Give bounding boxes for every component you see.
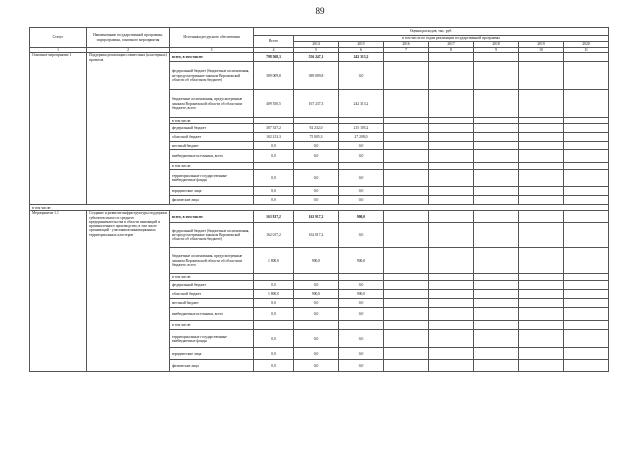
funding-source: местный бюджет (170, 142, 254, 150)
empty-year-cell (384, 196, 429, 205)
empty-year-cell (384, 124, 429, 133)
funding-source: федеральный бюджет (170, 124, 254, 133)
empty-year-cell (519, 133, 564, 142)
amount-y2015: 900,0 (339, 290, 384, 299)
empty-year-cell (564, 360, 609, 372)
empty-year-cell (474, 321, 519, 330)
funding-source: областной бюджет (170, 290, 254, 299)
empty-year-cell (384, 274, 429, 281)
empty-year-cell (519, 308, 564, 321)
funding-source: физические лица (170, 196, 254, 205)
funding-source: юридические лица (170, 187, 254, 196)
row-name: Поддержка реализации совместных (кластерных) проектов (87, 53, 170, 205)
amount-y2015: 242 313,2 (339, 90, 384, 118)
funding-source: всего, в том числе: (170, 211, 254, 223)
column-number: 5 (294, 48, 339, 53)
empty-year-cell (384, 150, 429, 163)
empty-year-cell (384, 290, 429, 299)
empty-year-cell (384, 62, 429, 90)
resource-table (29, 27, 609, 372)
amount-y2014: 0,0 (294, 299, 339, 308)
amount-y2015 (339, 321, 384, 330)
amount-total (254, 274, 294, 281)
funding-source: бюджетные ассигнования, предусмотренные законом Воронежской области об областном бюджете, всего (170, 248, 254, 274)
amount-total: 409 550,5 (254, 90, 294, 118)
empty-year-cell (519, 187, 564, 196)
empty-year-cell (519, 170, 564, 187)
empty-year-cell (474, 150, 519, 163)
column-number: 3 (170, 48, 254, 53)
empty-year-cell (519, 290, 564, 299)
empty-year-cell (519, 299, 564, 308)
empty-year-cell (429, 90, 474, 118)
funding-source: бюджетные ассигнования, предусмотренные законом Воронежской области об областном бюджете, всего (170, 90, 254, 118)
empty-year-cell (564, 196, 609, 205)
amount-total: 0,0 (254, 187, 294, 196)
empty-year-cell (429, 330, 474, 348)
empty-year-cell (564, 142, 609, 150)
empty-year-cell (429, 53, 474, 62)
empty-year-cell (519, 248, 564, 274)
funding-source: федеральный бюджет (170, 281, 254, 290)
amount-total: 1 800,0 (254, 290, 294, 299)
amount-y2015: 0,0 (339, 360, 384, 372)
empty-year-cell (384, 248, 429, 274)
column-number: 4 (254, 48, 294, 53)
row-status: Мероприятие 1.1 (30, 211, 87, 372)
header-source: Источники ресурсного обеспечения (170, 28, 254, 48)
empty-year-cell (474, 90, 519, 118)
column-number: 9 (474, 48, 519, 53)
column-number: 6 (339, 48, 384, 53)
amount-y2014: 0,0 (294, 150, 339, 163)
amount-y2014: 0,0 (294, 348, 339, 360)
funding-source: внебюджетные источники, всего (170, 308, 254, 321)
empty-year-cell (474, 211, 519, 223)
empty-year-cell (564, 348, 609, 360)
empty-year-cell (429, 281, 474, 290)
empty-year-cell (474, 290, 519, 299)
amount-y2015 (339, 163, 384, 170)
amount-y2014: 0,0 (294, 142, 339, 150)
funding-source: в том числе: (170, 163, 254, 170)
column-number: 10 (519, 48, 564, 53)
empty-year-cell (519, 90, 564, 118)
amount-y2014 (294, 274, 339, 281)
amount-total: 0,0 (254, 170, 294, 187)
column-number: 2 (87, 48, 170, 53)
amount-y2014: 389 009,8 (294, 62, 339, 90)
amount-total: 0,0 (254, 330, 294, 348)
amount-y2014: 0,0 (294, 360, 339, 372)
empty-year-cell (384, 211, 429, 223)
year-header: 2017 (429, 42, 474, 48)
empty-year-cell (384, 133, 429, 142)
empty-year-cell (384, 299, 429, 308)
funding-source: физические лица (170, 360, 254, 372)
empty-year-cell (564, 330, 609, 348)
year-header: 2018 (474, 42, 519, 48)
empty-year-cell (564, 299, 609, 308)
table-row (30, 211, 609, 223)
empty-year-cell (474, 299, 519, 308)
amount-y2015: 900,0 (339, 211, 384, 223)
amount-y2014: 92 232,0 (294, 124, 339, 133)
empty-year-cell (384, 348, 429, 360)
empty-year-cell (429, 248, 474, 274)
empty-year-cell (474, 348, 519, 360)
row-name: Создание и развитие инфраструктуры поддержки субъектов малого и среднего предпринимательства в области инноваций и промышленного производства, в том числе организаций - участников инновационных территориальных кластеров (87, 211, 170, 372)
empty-year-cell (474, 163, 519, 170)
empty-year-cell (564, 150, 609, 163)
header-estimate: Оценка расходов, тыс. руб. (254, 28, 609, 36)
empty-year-cell (519, 124, 564, 133)
empty-year-cell (429, 187, 474, 196)
amount-y2014: 900,0 (294, 248, 339, 274)
empty-year-cell (429, 290, 474, 299)
empty-year-cell (384, 90, 429, 118)
amount-y2015: 0,0 (339, 150, 384, 163)
empty-year-cell (564, 274, 609, 281)
column-number: 7 (384, 48, 429, 53)
amount-total: 0,0 (254, 196, 294, 205)
empty-year-cell (519, 142, 564, 150)
year-header: 2020 (564, 42, 609, 48)
empty-year-cell (429, 360, 474, 372)
amount-y2015: 27 208,0 (339, 133, 384, 142)
amount-y2014: 0,0 (294, 170, 339, 187)
empty-year-cell (519, 150, 564, 163)
funding-source: внебюджетные источники, всего (170, 150, 254, 163)
amount-y2014: 0,0 (294, 196, 339, 205)
amount-total: 0,0 (254, 150, 294, 163)
empty-year-cell (384, 308, 429, 321)
empty-year-cell (384, 163, 429, 170)
amount-total: 798 568,3 (254, 53, 294, 62)
column-number: 8 (429, 48, 474, 53)
row-status: Основное мероприятие 1 (30, 53, 87, 205)
amount-total (254, 163, 294, 170)
empty-year-cell (429, 150, 474, 163)
funding-source: областной бюджет (170, 133, 254, 142)
empty-year-cell (429, 348, 474, 360)
header-total: Всего (254, 36, 294, 48)
empty-year-cell (474, 53, 519, 62)
empty-year-cell (429, 62, 474, 90)
funding-source: юридические лица (170, 348, 254, 360)
empty-year-cell (429, 308, 474, 321)
empty-year-cell (429, 133, 474, 142)
amount-y2014: 162 017,2 (294, 223, 339, 248)
header-name: Наименование государственной программы, подпрограммы, основного мероприятия (87, 28, 170, 48)
amount-total: 0,0 (254, 308, 294, 321)
amount-y2014 (294, 321, 339, 330)
empty-year-cell (384, 170, 429, 187)
empty-year-cell (384, 321, 429, 330)
amount-y2015: 0,0 (339, 281, 384, 290)
amount-y2014: 0,0 (294, 330, 339, 348)
empty-year-cell (474, 187, 519, 196)
amount-total: 389 009,8 (254, 62, 294, 90)
empty-year-cell (474, 133, 519, 142)
year-header: 2014 (294, 42, 339, 48)
amount-y2014 (294, 163, 339, 170)
amount-y2014: 75 005,3 (294, 133, 339, 142)
amount-y2014: 167 237,3 (294, 90, 339, 118)
funding-source: местный бюджет (170, 299, 254, 308)
amount-total: 0,0 (254, 281, 294, 290)
column-number: 11 (564, 48, 609, 53)
empty-year-cell (429, 211, 474, 223)
empty-year-cell (384, 330, 429, 348)
amount-y2014: 0,0 (294, 281, 339, 290)
empty-year-cell (564, 321, 609, 330)
amount-total: 0,0 (254, 142, 294, 150)
funding-source: в том числе: (170, 321, 254, 330)
funding-source: в том числе: (170, 118, 254, 124)
column-number: 1 (30, 48, 87, 53)
empty-year-cell (429, 299, 474, 308)
empty-year-cell (519, 274, 564, 281)
empty-year-cell (429, 274, 474, 281)
page-number: 89 (315, 6, 325, 16)
amount-total: 0,0 (254, 299, 294, 308)
empty-year-cell (564, 170, 609, 187)
empty-year-cell (519, 196, 564, 205)
empty-year-cell (564, 124, 609, 133)
empty-year-cell (474, 360, 519, 372)
amount-y2015: 0,0 (339, 330, 384, 348)
empty-year-cell (564, 248, 609, 274)
amount-total (254, 321, 294, 330)
empty-year-cell (564, 62, 609, 90)
empty-year-cell (564, 211, 609, 223)
empty-year-cell (474, 330, 519, 348)
amount-y2015: 900,0 (339, 248, 384, 274)
year-header: 2019 (519, 42, 564, 48)
amount-y2015: 0,0 (339, 187, 384, 196)
amount-total: 163 817,2 (254, 211, 294, 223)
empty-year-cell (564, 90, 609, 118)
amount-y2015: 0,0 (339, 308, 384, 321)
empty-year-cell (429, 142, 474, 150)
funding-source: территориальные государственные внебюджетные фонды (170, 170, 254, 187)
empty-year-cell (519, 281, 564, 290)
amount-y2015: 242 313,2 (339, 53, 384, 62)
empty-year-cell (519, 163, 564, 170)
amount-total: 162 017,2 (254, 223, 294, 248)
empty-year-cell (519, 360, 564, 372)
empty-year-cell (474, 124, 519, 133)
amount-y2014: 0,0 (294, 308, 339, 321)
empty-year-cell (429, 163, 474, 170)
amount-total: 1 800,0 (254, 248, 294, 274)
empty-year-cell (564, 163, 609, 170)
year-header: 2016 (384, 42, 429, 48)
amount-y2014: 0,0 (294, 187, 339, 196)
amount-y2014: 162 917,2 (294, 211, 339, 223)
empty-year-cell (474, 223, 519, 248)
empty-year-cell (519, 348, 564, 360)
empty-year-cell (519, 330, 564, 348)
funding-source: федеральный бюджет (бюджетные ассигнования, не предусмотренные законом Воронежской области об областном бюджете) (170, 223, 254, 248)
amount-total: 0,0 (254, 348, 294, 360)
year-header: 2015 (339, 42, 384, 48)
amount-y2014: 556 247,1 (294, 53, 339, 62)
empty-year-cell (384, 187, 429, 196)
funding-source: в том числе: (170, 274, 254, 281)
empty-year-cell (474, 248, 519, 274)
empty-year-cell (564, 133, 609, 142)
empty-year-cell (519, 211, 564, 223)
empty-year-cell (384, 360, 429, 372)
amount-y2014: 900,0 (294, 290, 339, 299)
empty-year-cell (564, 223, 609, 248)
empty-year-cell (474, 170, 519, 187)
empty-year-cell (384, 281, 429, 290)
empty-year-cell (519, 62, 564, 90)
empty-year-cell (564, 53, 609, 62)
amount-y2015: 0,0 (339, 196, 384, 205)
empty-year-cell (474, 308, 519, 321)
amount-y2015: 0,0 (339, 170, 384, 187)
amount-y2015: 0,0 (339, 348, 384, 360)
empty-year-cell (564, 281, 609, 290)
amount-y2015: 0,0 (339, 142, 384, 150)
header-by-years: в том числе по годам реализации государственной программы (294, 36, 609, 42)
empty-year-cell (474, 281, 519, 290)
in-that-number-label: в том числе: (30, 205, 609, 211)
empty-year-cell (519, 53, 564, 62)
empty-year-cell (564, 290, 609, 299)
amount-total: 102 213,3 (254, 133, 294, 142)
empty-year-cell (519, 321, 564, 330)
empty-year-cell (474, 196, 519, 205)
empty-year-cell (429, 321, 474, 330)
funding-source: всего, в том числе: (170, 53, 254, 62)
table-row (30, 53, 609, 62)
empty-year-cell (564, 187, 609, 196)
amount-total: 307 337,2 (254, 124, 294, 133)
amount-y2015 (339, 274, 384, 281)
empty-year-cell (384, 142, 429, 150)
empty-year-cell (474, 142, 519, 150)
empty-year-cell (384, 223, 429, 248)
empty-year-cell (474, 274, 519, 281)
empty-year-cell (564, 308, 609, 321)
empty-year-cell (429, 170, 474, 187)
header-status: Статус (30, 28, 87, 48)
empty-year-cell (429, 223, 474, 248)
amount-y2015: 0,0 (339, 223, 384, 248)
amount-y2015: 0,0 (339, 62, 384, 90)
empty-year-cell (474, 62, 519, 90)
funding-source: территориальные государственные внебюджетные фонды (170, 330, 254, 348)
empty-year-cell (429, 124, 474, 133)
funding-source: федеральный бюджет (бюджетные ассигнования, не предусмотренные законом Воронежской области об областном бюджете) (170, 62, 254, 90)
amount-y2015: 215 105,2 (339, 124, 384, 133)
amount-y2015: 0,0 (339, 299, 384, 308)
empty-year-cell (429, 196, 474, 205)
empty-year-cell (384, 53, 429, 62)
amount-total: 0,0 (254, 360, 294, 372)
empty-year-cell (519, 223, 564, 248)
